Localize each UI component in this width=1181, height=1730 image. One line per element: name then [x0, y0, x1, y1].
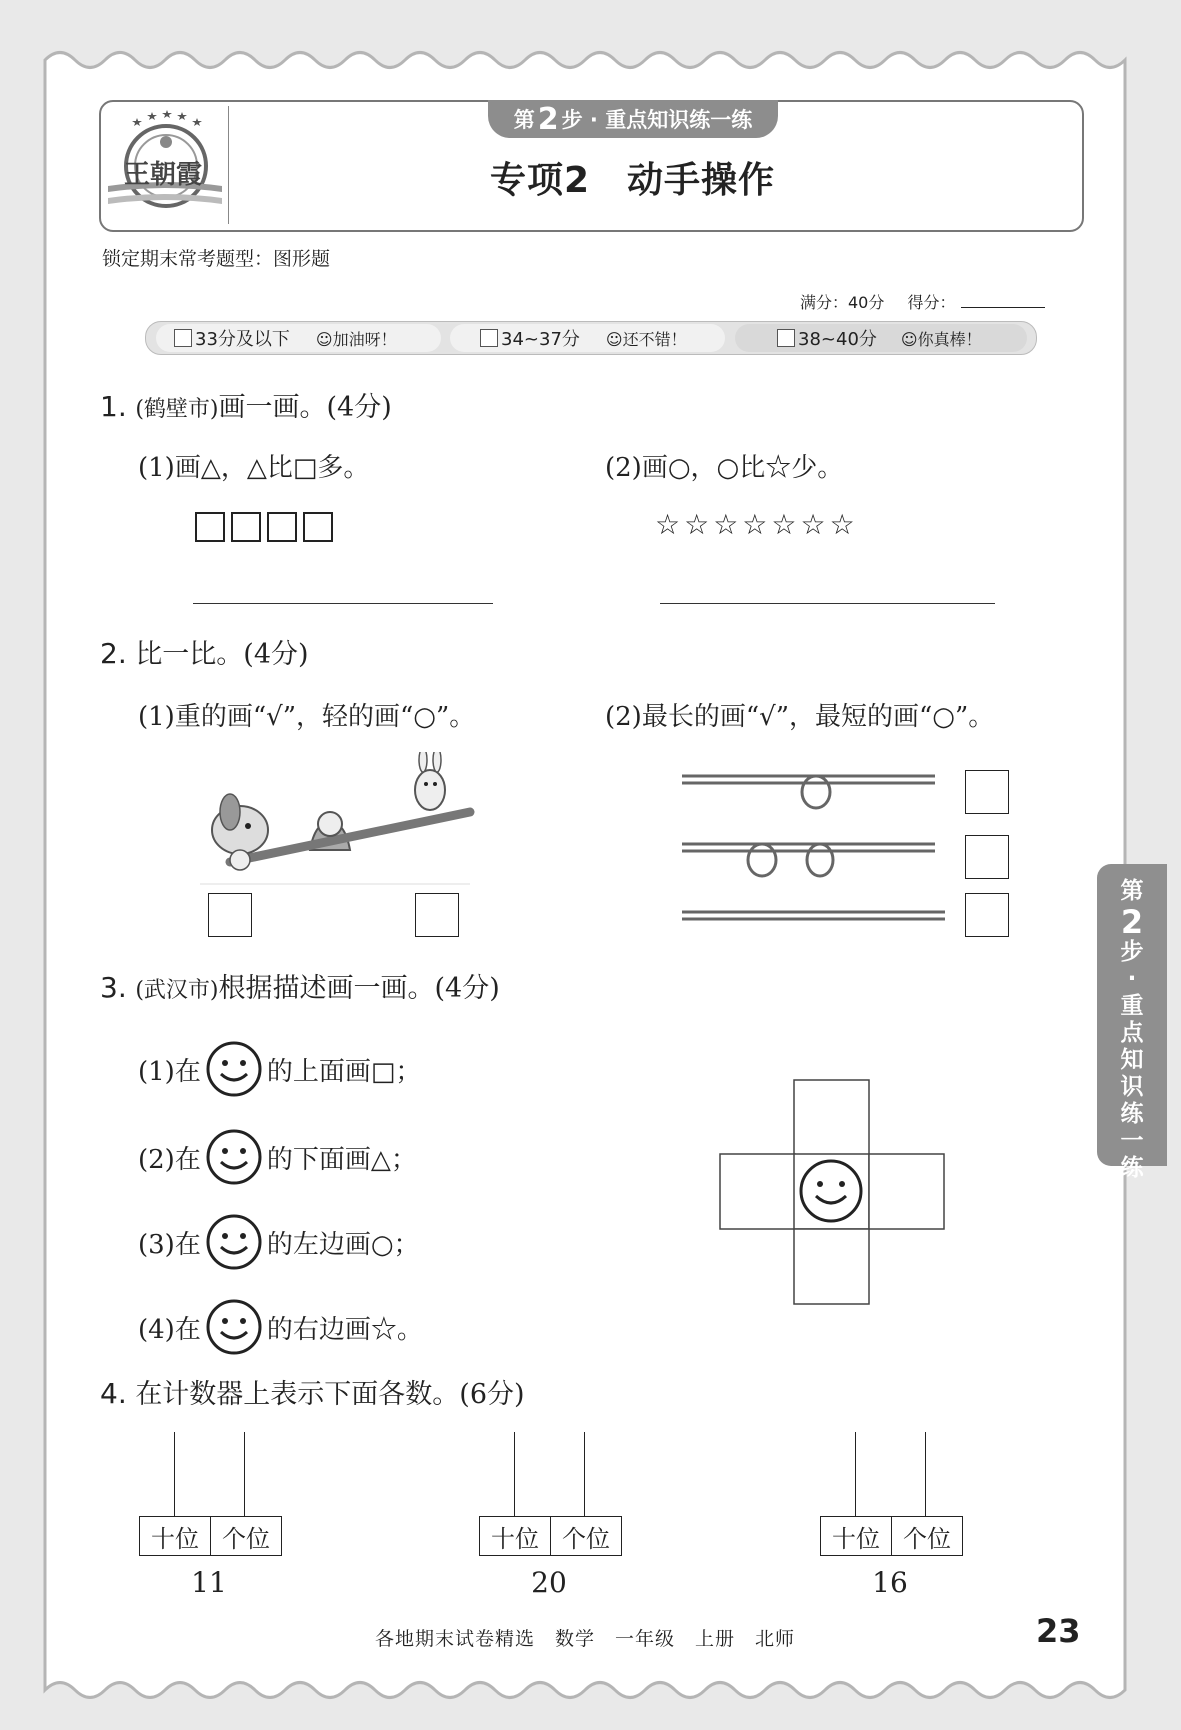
q3-item-1-post: 的上面画□；: [266, 1056, 422, 1087]
q3-city: (武汉市): [135, 978, 219, 1003]
grid-cell-bottom: [794, 1229, 869, 1304]
page-title: 专项2 动手操作: [490, 160, 776, 201]
q3-text: 根据描述画一画。(4分): [218, 973, 500, 1004]
score-level-2: [480, 326, 687, 350]
score-range-2: 34~37分: [501, 329, 580, 350]
abacus-3-base: [820, 1516, 963, 1556]
q3-item-4-pre: (4)在: [138, 1314, 201, 1345]
grid-cell-right: [869, 1154, 944, 1229]
q3-item-1-pre: (1)在: [138, 1056, 201, 1087]
q2-rope-answer-box-1[interactable]: [965, 770, 1009, 814]
smiley-icon: [205, 1128, 263, 1186]
q3-item-2: [138, 1128, 417, 1186]
footer-text: 各地期末试卷精选 数学 一年级 上册 北师: [375, 1628, 796, 1650]
score-checkbox-1[interactable]: [174, 329, 192, 347]
q3-item-4: [138, 1298, 423, 1356]
q2-heavy-answer-box-1[interactable]: [208, 893, 252, 937]
q2-heavy-answer-box-2[interactable]: [415, 893, 459, 937]
score-area: [800, 290, 1045, 313]
abacus-3-tens-label: 十位: [832, 1524, 880, 1553]
logo-text: 王朝霞: [124, 160, 203, 190]
side-step-tab: [1097, 864, 1167, 1181]
q4-text: 在计数器上表示下面各数。(6分): [135, 1379, 525, 1410]
abacus-1-base: [139, 1516, 282, 1556]
ropes-illustration: [680, 762, 950, 932]
q1-answer-line-2[interactable]: [660, 603, 995, 604]
q3-item-1: [138, 1040, 421, 1098]
side-step-suffix: 步·重点知识练一练: [1120, 939, 1144, 1181]
q1-city: (鹤壁市): [135, 397, 219, 422]
abacus-3-number: 16: [872, 1566, 908, 1599]
score-level-3: [777, 326, 982, 350]
abacus-1-tens-label: 十位: [151, 1524, 199, 1553]
step-number: 2: [537, 101, 559, 137]
score-level-1: [174, 326, 397, 350]
square-shape: [231, 512, 261, 542]
score-comment-2-text: 还不错！: [622, 329, 687, 349]
subheading: 锁定期末常考题型：图形题: [102, 248, 331, 270]
step-prefix: 第: [513, 108, 535, 132]
cross-grid: [718, 1078, 946, 1306]
q2-rope-answer-box-2[interactable]: [965, 835, 1009, 879]
smiley-icon: [205, 1040, 263, 1098]
seesaw-illustration: [190, 752, 480, 902]
q2-sub2: (2)最长的画“√”，最短的画“○”。: [605, 702, 995, 732]
score-checkbox-3[interactable]: [777, 329, 795, 347]
got-score-label: 得分：: [907, 293, 956, 312]
grid-cell-left: [720, 1154, 795, 1229]
score-comment-1-text: 加油呀！: [332, 329, 397, 349]
q1-stars: ☆☆☆☆☆☆☆: [655, 508, 859, 541]
logo-divider: [228, 106, 229, 224]
q2-sub1: (1)重的画“√”，轻的画“○”。: [138, 702, 476, 732]
q2-title: [100, 632, 309, 671]
q3-item-3-post: 的左边画○；: [266, 1229, 420, 1260]
abacus-2-base: [479, 1516, 622, 1556]
q4-number: 4.: [100, 1377, 127, 1410]
square-shape: [195, 512, 225, 542]
q1-answer-line-1[interactable]: [193, 603, 493, 604]
abacus-3-ones-label: 个位: [891, 1517, 962, 1555]
side-step-prefix: 第: [1120, 878, 1144, 904]
step-suffix: 步 · 重点知识练一练: [561, 108, 753, 132]
q3-item-2-pre: (2)在: [138, 1144, 201, 1175]
q1-number: 1.: [100, 390, 127, 423]
grid-cell-top: [794, 1080, 869, 1155]
score-range-3: 38~40分: [798, 329, 877, 350]
smiley-icon: [205, 1298, 263, 1356]
abacus-2-tens-label: 十位: [491, 1524, 539, 1553]
page-number: 23: [1036, 1612, 1081, 1650]
step-tab: [488, 100, 778, 138]
square-shape: [303, 512, 333, 542]
logo: [104, 108, 224, 220]
q2-rope-answer-box-3[interactable]: [965, 893, 1009, 937]
q4-title: [100, 1372, 525, 1411]
square-shape: [267, 512, 297, 542]
q1-squares: [195, 512, 339, 546]
q3-number: 3.: [100, 971, 127, 1004]
q1-title: [100, 385, 392, 424]
score-comment-3-text: 你真棒！: [917, 329, 982, 349]
q3-item-3: [138, 1213, 420, 1271]
q3-item-3-pre: (3)在: [138, 1229, 201, 1260]
q2-text: 比一比。(4分): [135, 639, 309, 670]
score-comment-2: ☺还不错！: [605, 329, 687, 349]
full-score: 满分：40分: [800, 293, 885, 312]
abacus-2-number: 20: [531, 1566, 567, 1599]
q1-sub1: (1)画△，△比□多。: [138, 453, 370, 483]
score-range-1: 33分及以下: [195, 329, 290, 350]
q3-item-2-post: 的下面画△；: [266, 1144, 417, 1175]
q1-text: 画一画。(4分): [218, 392, 392, 423]
q1-sub2: (2)画○，○比☆少。: [605, 453, 844, 483]
smiley-icon: [205, 1213, 263, 1271]
score-checkbox-2[interactable]: [480, 329, 498, 347]
side-step-number: 2: [1120, 903, 1144, 941]
score-comment-1: ☺加油呀！: [315, 329, 397, 349]
abacus-1-ones-label: 个位: [210, 1517, 281, 1555]
smiley-icon: [801, 1161, 861, 1221]
q2-number: 2.: [100, 637, 127, 670]
q3-title: [100, 966, 500, 1005]
q3-item-4-post: 的右边画☆。: [266, 1314, 423, 1345]
got-score-blank[interactable]: [961, 293, 1045, 308]
abacus-2-ones-label: 个位: [550, 1517, 621, 1555]
abacus-1-number: 11: [191, 1566, 227, 1599]
score-comment-3: ☺你真棒！: [900, 329, 982, 349]
